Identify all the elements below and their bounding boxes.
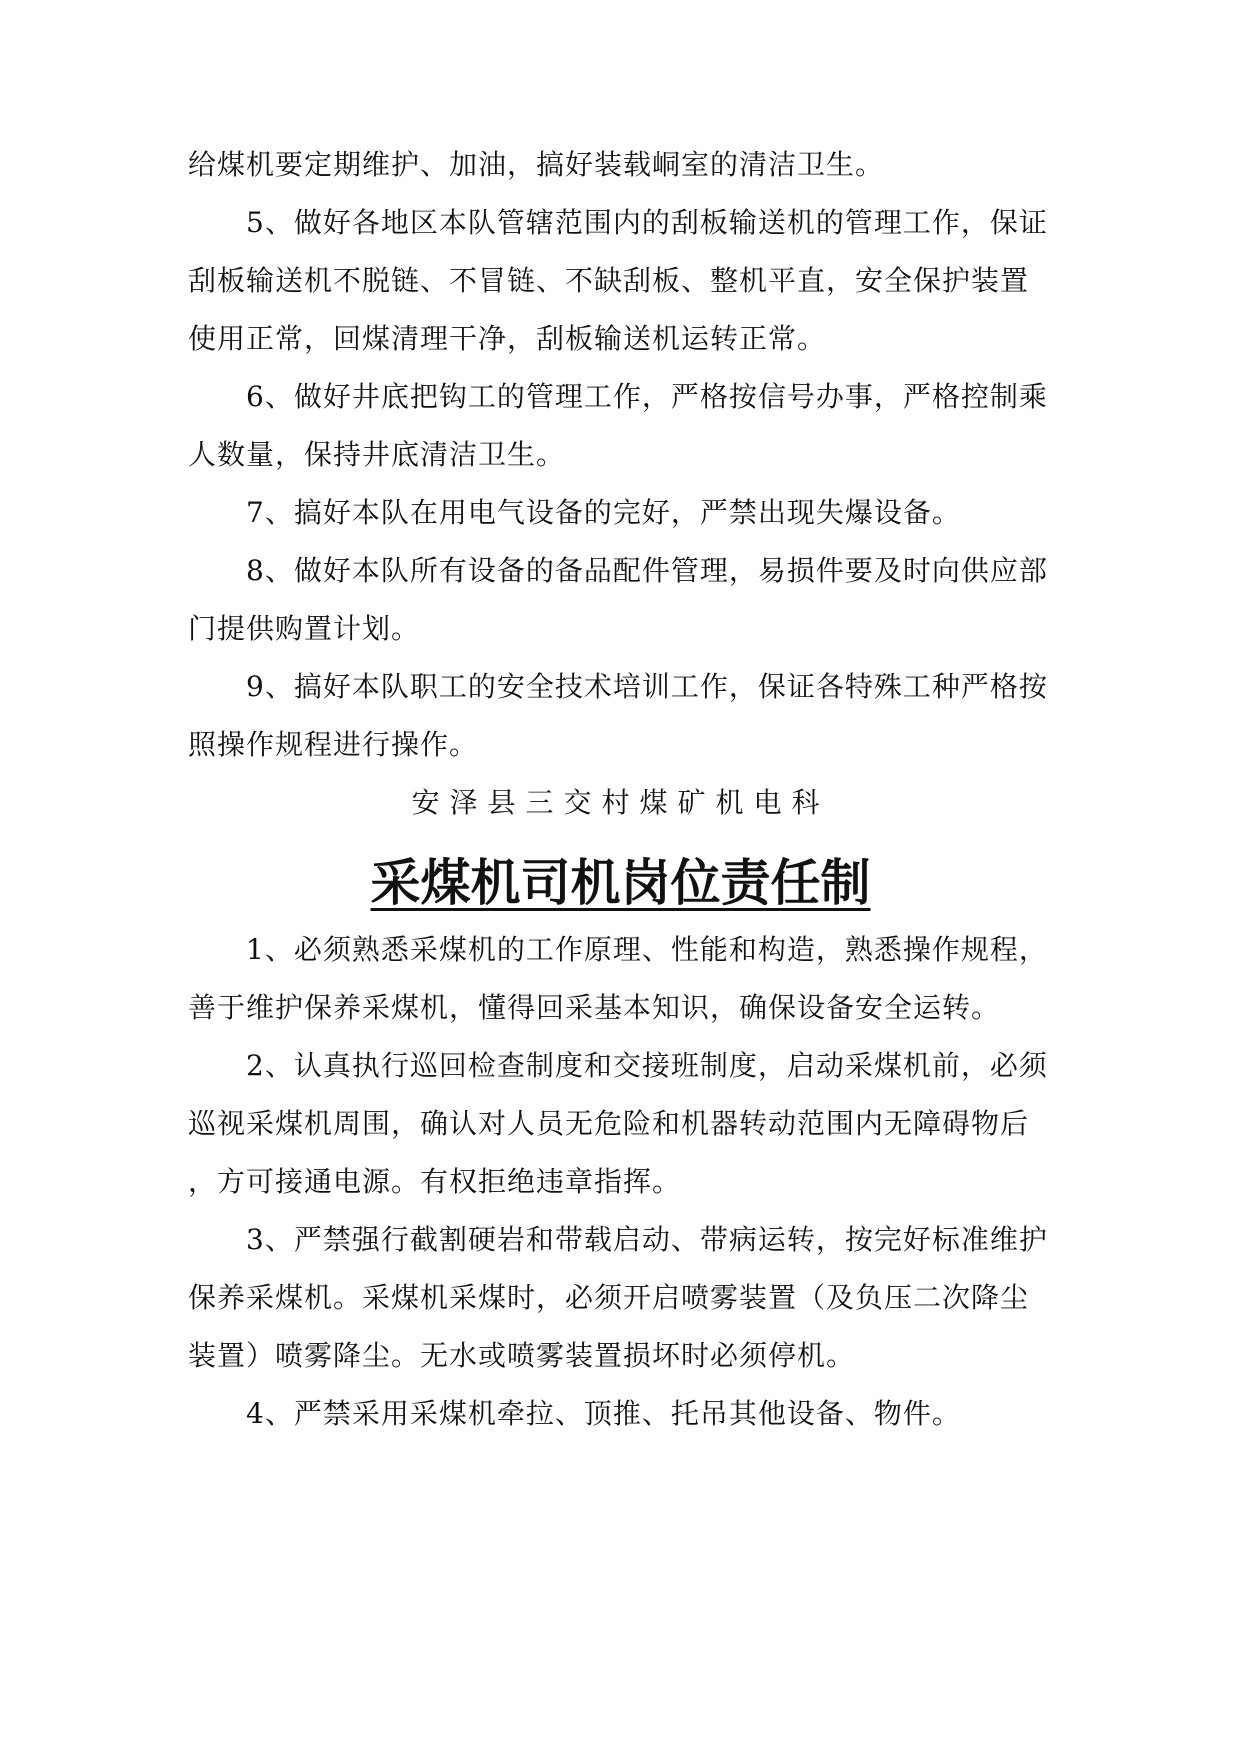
section-title [0, 850, 1241, 916]
paragraph-line: 人数量，保持井底清洁卫生。 [188, 438, 566, 471]
paragraph-line: 9、搞好本队职工的安全技术培训工作，保证各特殊工种严格按 [246, 670, 1048, 703]
paragraph-line: 善于维护保养采煤机，懂得回采基本知识，确保设备安全运转。 [188, 991, 1001, 1024]
paragraph-line: 保养采煤机。采煤机采煤时，必须开启喷雾装置（及负压二次降尘 [188, 1281, 1030, 1314]
paragraph-line: 1、必须熟悉采煤机的工作原理、性能和构造，熟悉操作规程， [246, 933, 1048, 966]
paragraph-line: 门提供购置计划。 [188, 612, 421, 645]
paragraph-line: 8、做好本队所有设备的备品配件管理，易损件要及时向供应部 [246, 554, 1048, 587]
paragraph-line: 刮板输送机不脱链、不冒链、不缺刮板、整机平直，安全保护装置 [188, 264, 1030, 297]
paragraph-line: 2、认真执行巡回检查制度和交接班制度，启动采煤机前，必须 [246, 1049, 1048, 1082]
paragraph-line: 照操作规程进行操作。 [188, 728, 479, 761]
paragraph-line: 给煤机要定期维护、加油，搞好装载峒室的清洁卫生。 [188, 148, 885, 181]
paragraph-line: 5、做好各地区本队管辖范围内的刮板输送机的管理工作，保证 [246, 206, 1048, 239]
paragraph-line: 3、严禁强行截割硬岩和带载启动、带病运转，按完好标准维护 [246, 1223, 1048, 1256]
section-title-text: 采煤机司机岗位责任制 [370, 854, 871, 912]
paragraph-line: 6、做好井底把钩工的管理工作，严格按信号办事，严格控制乘 [246, 380, 1048, 413]
paragraph-line: 使用正常，回煤清理干净，刮板输送机运转正常。 [188, 322, 827, 355]
paragraph-line: 巡视采煤机周围，确认对人员无危险和机器转动范围内无障碍物后 [188, 1107, 1030, 1140]
paragraph-line: 7、搞好本队在用电气设备的完好，严禁出现失爆设备。 [246, 496, 961, 529]
paragraph-line: ，方可接通电源。有权拒绝违章指挥。 [188, 1165, 682, 1198]
paragraph-line: 4、严禁采用采煤机牵拉、顶推、托吊其他设备、物件。 [246, 1397, 961, 1430]
organization-signature: 安泽县三交村煤矿机电科 [411, 786, 830, 819]
paragraph-line: 装置）喷雾降尘。无水或喷雾装置损坏时必须停机。 [188, 1339, 856, 1372]
